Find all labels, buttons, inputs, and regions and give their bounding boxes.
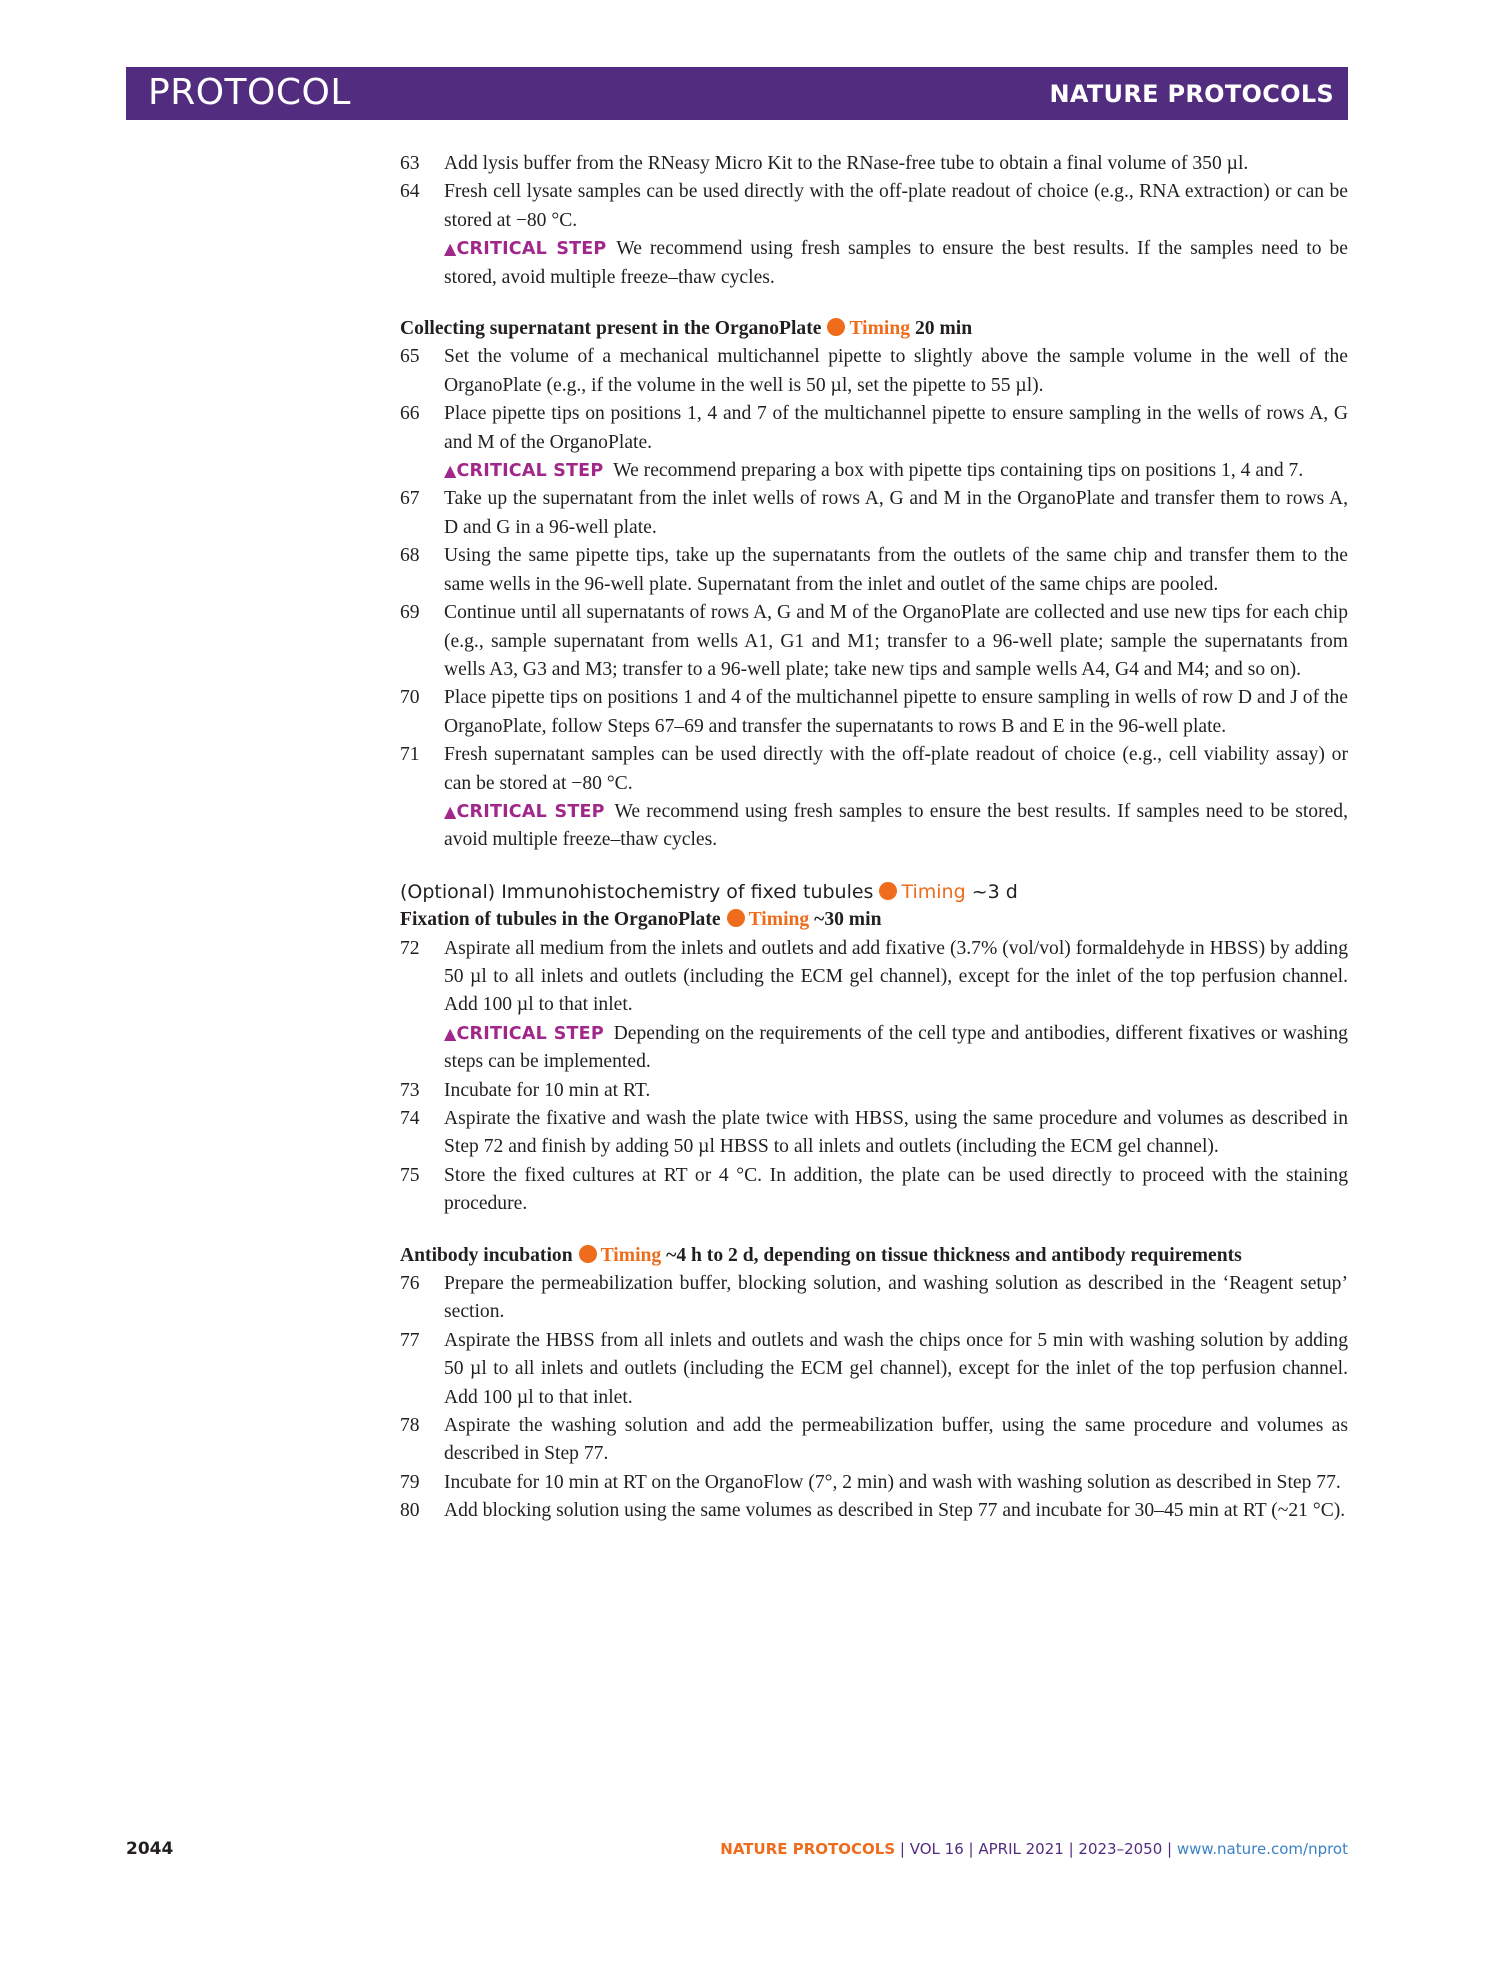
timing-duration: ~3 d [971,880,1018,903]
step-text: Using the same pipette tips, take up the supernatants from the outlets of the same chip and transfer them to the same wells in the 96-well plate. Supernatant from the inlet and outlet of the same chips are pooled. [444,545,1348,595]
critical-step-text: CRITICAL STEP [456,1023,604,1044]
footer-date: APRIL 2021 [978,1840,1064,1858]
protocol-step [400,1469,1348,1497]
step-body [444,343,1348,400]
step-body [444,599,1348,684]
step-body [444,542,1348,599]
protocol-step [400,150,1348,178]
step-body [444,1327,1348,1412]
protocol-step [400,599,1348,684]
step-text: Fresh supernatant samples can be used directly with the off-plate readout of choice (e.g., cell viability assay) or can be stored at −80 °C. [444,744,1348,794]
step-number: 68 [400,545,420,567]
steps-group-d [400,1270,1348,1526]
critical-step-text: CRITICAL STEP [456,239,607,260]
section-title: Collecting supernatant present in the OrganoPlate [400,318,822,340]
warning-triangle-icon: ▲ [444,239,457,259]
critical-step-description: We recommend preparing a box with pipette tips containing tips on positions 1, 4 and 7. [613,460,1304,482]
section-title: Antibody incubation [400,1244,573,1266]
footer-journal: NATURE PROTOCOLS [720,1840,896,1858]
page-number: 2044 [126,1839,174,1859]
steps-group-a [400,150,1348,292]
step-text: Prepare the permeabilization buffer, blocking solution, and washing solution as described in the ‘Reagent setup’ section. [444,1273,1348,1323]
step-text: Set the volume of a mechanical multichannel pipette to slightly above the sample volume in the well of the OrganoPlate (e.g., if the volume in the well is 50 µl, set the pipette to 55 µl). [444,346,1348,396]
step-body [444,684,1348,741]
step-number: 79 [400,1471,420,1493]
protocol-step [400,343,1348,400]
protocol-step [400,485,1348,542]
section-heading-fixation [400,906,1348,934]
step-number: 74 [400,1108,420,1129]
footer-volume: VOL 16 [909,1840,964,1858]
page-header [126,67,1348,120]
protocol-step [400,542,1348,599]
critical-step-text: CRITICAL STEP [456,461,604,482]
step-body [444,400,1348,485]
step-text: Place pipette tips on positions 1 and 4 of the multichannel pipette to ensure sampling in wells of row D and J of the OrganoPlate, follow Steps 67–69 and transfer the supernatants to rows B and E in the 96-well plate. [444,687,1348,737]
section-heading-collecting-supernatant [400,315,1348,343]
step-body [444,1162,1348,1219]
warning-triangle-icon: ▲ [444,461,457,481]
critical-step-note [444,798,1348,855]
timing-label: Timing [600,1244,662,1266]
step-body [444,1270,1348,1327]
step-number: 64 [400,181,420,203]
critical-step-note [444,235,1348,292]
step-text: Aspirate all medium from the inlets and outlets and add fixative (3.7% (vol/vol) formaldehyde in HBSS) by adding 50 µl to all inlets and outlets (including the ECM gel channel), except for the inlet of the top perfusion channel. Add 100 µl to that inlet. [444,937,1348,1016]
step-text: Place pipette tips on positions 1, 4 and 7 of the multichannel pipette to ensure sampling in the wells of rows A, G and M of the OrganoPlate. [444,403,1348,453]
section-heading-immunohistochemistry [400,878,1348,906]
protocol-step [400,1270,1348,1327]
journal-name: NATURE PROTOCOLS [1049,80,1334,108]
critical-step-description: We recommend using fresh samples to ensure the best results. If the samples need to be stored, avoid multiple freeze–thaw cycles. [444,238,1348,288]
critical-step-note [444,457,1348,485]
step-number: 67 [400,488,420,510]
footer-pages: 2023–2050 [1078,1840,1163,1858]
step-text: Incubate for 10 min at RT. [444,1079,651,1101]
timing-label: Timing [901,880,966,903]
step-body [444,178,1348,292]
step-body [444,935,1348,1077]
protocol-step [400,1077,1348,1105]
step-number: 65 [400,346,420,368]
section-title: Fixation of tubules in the OrganoPlate [400,909,721,931]
step-body [444,741,1348,855]
critical-step-note [444,1020,1348,1077]
protocol-step [400,1327,1348,1412]
steps-group-b [400,343,1348,854]
step-number: 73 [400,1079,420,1101]
protocol-step [400,1162,1348,1219]
timing-duration: ~30 min [814,909,882,931]
protocol-step [400,1412,1348,1469]
step-text: Aspirate the fixative and wash the plate twice with HBSS, using the same procedure and volumes as described in Step 72 and finish by adding 50 µl HBSS to all inlets and outlets (including the ECM gel channel). [444,1108,1348,1158]
step-text: Fresh cell lysate samples can be used directly with the off-plate readout of choice (e.g., RNA extraction) or can be stored at −80 °C. [444,181,1348,231]
step-text: Incubate for 10 min at RT on the OrganoFlow (7°, 2 min) and wash with washing solution as described in Step 77. [444,1471,1341,1493]
step-number: 71 [400,744,420,766]
critical-step-label [444,239,606,259]
footer-citation: NATURE PROTOCOLS | VOL 16 | APRIL 2021 | 2023–2050 | www.nature.com/nprot [720,1840,1348,1858]
step-body [444,1077,1348,1105]
critical-step-description: We recommend using fresh samples to ensure the best results. If samples need to be stored, avoid multiple freeze–thaw cycles. [444,800,1348,851]
timing-dot-icon [879,882,897,900]
step-number: 63 [400,153,420,174]
protocol-step [400,684,1348,741]
step-number: 70 [400,687,420,709]
step-number: 77 [400,1329,420,1351]
protocol-step [400,1497,1348,1525]
section-heading-antibody-incubation [400,1242,1348,1270]
timing-label: Timing [849,318,911,340]
critical-step-label [444,461,603,481]
timing-dot-icon [579,1245,597,1263]
protocol-step [400,935,1348,1077]
timing-dot-icon [727,909,745,927]
section-title: (Optional) Immunohistochemistry of fixed tubules [400,880,874,903]
step-number: 78 [400,1415,420,1437]
timing-label: Timing [748,909,810,931]
critical-step-label [444,802,605,822]
step-number: 76 [400,1273,420,1295]
step-body [444,150,1348,178]
protocol-body [400,150,1348,1526]
timing-duration: 20 min [914,318,973,340]
step-text: Add blocking solution using the same volumes as described in Step 77 and incubate for 30–45 min at RT (~21 °C). [444,1500,1346,1522]
step-text: Add lysis buffer from the RNeasy Micro Kit to the RNase-free tube to obtain a final volume of 350 µl. [444,153,1249,174]
article-type-label: PROTOCOL [148,72,351,113]
step-number: 72 [400,937,420,959]
step-text: Take up the supernatant from the inlet wells of rows A, G and M in the OrganoPlate and transfer them to rows A, D and G in a 96-well plate. [444,488,1348,538]
timing-dot-icon [827,318,845,336]
critical-step-text: CRITICAL STEP [456,801,605,822]
protocol-step [400,741,1348,855]
protocol-step [400,178,1348,292]
step-text: Aspirate the HBSS from all inlets and outlets and wash the chips once for 5 min with washing solution by adding 50 µl to all inlets and outlets (including the ECM gel channel), except for the inlet of the top perfusion channel. Add 100 µl to that inlet. [444,1329,1348,1408]
critical-step-description: Depending on the requirements of the cell type and antibodies, different fixatives or washing steps can be implemented. [444,1022,1348,1073]
step-body [444,1105,1348,1162]
warning-triangle-icon: ▲ [444,801,457,821]
step-text: Store the fixed cultures at RT or 4 °C. In addition, the plate can be used directly to proceed with the staining procedure. [444,1164,1348,1215]
critical-step-label [444,1024,604,1044]
step-text: Aspirate the washing solution and add the permeabilization buffer, using the same procedure and volumes as described in Step 77. [444,1415,1348,1465]
steps-group-c [400,935,1348,1219]
step-text: Continue until all supernatants of rows A, G and M of the OrganoPlate are collected and use new tips for each chip (e.g., sample supernatant from wells A1, G1 and M1; transfer to a 96-well plate; sample the supernatants from wells A3, G3 and M3; transfer to a 96-well plate; take new tips and sample wells A4, G4 and M4; and so on). [444,602,1348,680]
protocol-step [400,400,1348,485]
step-number: 80 [400,1500,420,1522]
step-body [444,485,1348,542]
step-body [444,1412,1348,1469]
step-number: 66 [400,403,420,425]
warning-triangle-icon: ▲ [444,1023,457,1043]
step-body [444,1497,1348,1525]
footer-url[interactable]: www.nature.com/nprot [1176,1840,1348,1858]
timing-duration: ~4 h to 2 d, depending on tissue thickness and antibody requirements [666,1244,1242,1266]
step-number: 69 [400,602,420,624]
step-number: 75 [400,1164,420,1186]
step-body [444,1469,1348,1497]
protocol-step [400,1105,1348,1162]
